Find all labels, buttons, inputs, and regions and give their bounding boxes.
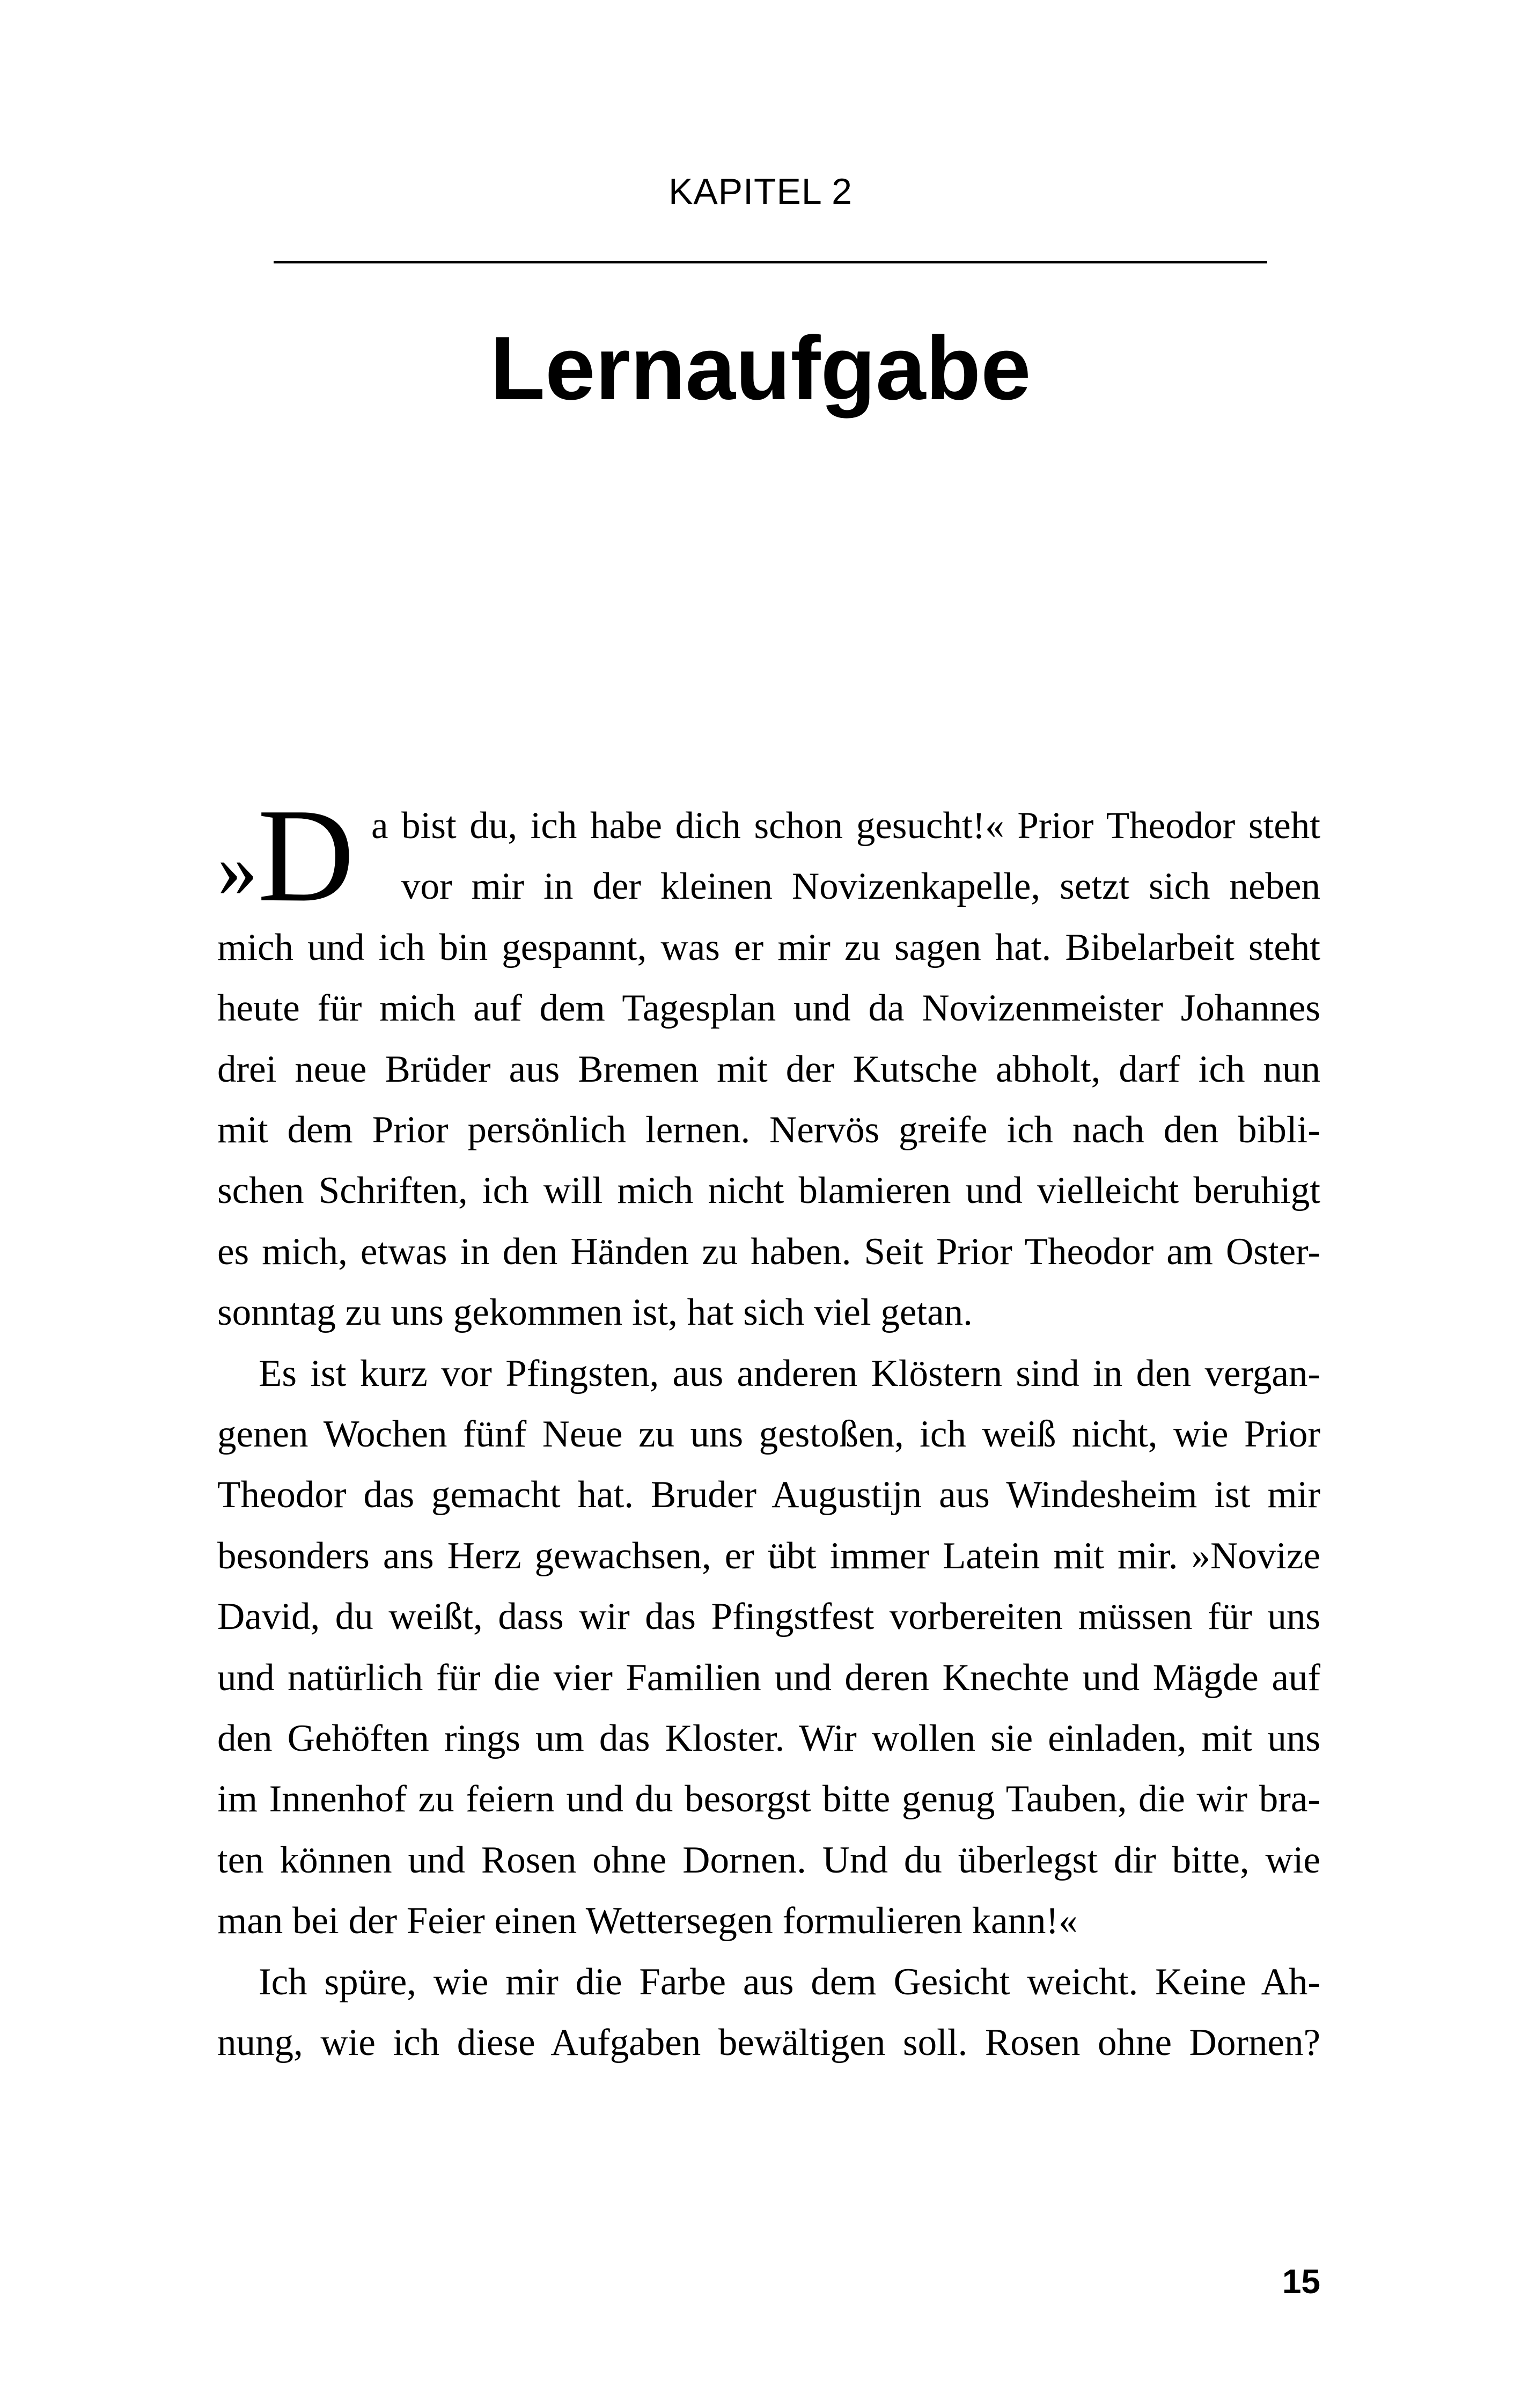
text-line: man bei der Feier einen Wettersegen formulieren kann!« bbox=[217, 1900, 1078, 1942]
text-line: heute für mich auf dem Tagesplan und da Novizenmeister Johannes bbox=[217, 987, 1320, 1030]
text-line: es mich, etwas in den Händen zu haben. Seit Prior Theodor am Oster- bbox=[217, 1230, 1320, 1273]
text-line: mit dem Prior persönlich lernen. Nervös greife ich nach den bibli- bbox=[217, 1109, 1320, 1151]
chapter-title: Lernaufgabe bbox=[490, 318, 1031, 419]
drop-cap bbox=[217, 781, 355, 936]
text-line: a bist du, ich habe dich schon gesucht!« Prior Theodor steht bbox=[371, 805, 1320, 847]
text-line: Theodor das gemacht hat. Bruder Augustijn aus Windesheim ist mir bbox=[217, 1474, 1320, 1516]
text-line: vor mir in der kleinen Novizenkapelle, setzt sich neben bbox=[401, 865, 1320, 908]
header-rule bbox=[274, 261, 1267, 263]
text-line: ten können und Rosen ohne Dornen. Und du überlegst dir bitte, wie bbox=[217, 1839, 1320, 1881]
text-line: den Gehöften rings um das Kloster. Wir wollen sie einladen, mit uns bbox=[217, 1717, 1320, 1759]
chapter-label: KAPITEL 2 bbox=[668, 171, 853, 212]
text-line: Es ist kurz vor Pfingsten, aus anderen Klöstern sind in den vergan- bbox=[259, 1352, 1320, 1394]
text-line: besonders ans Herz gewachsen, er übt immer Latein mit mir. »Novize bbox=[217, 1535, 1320, 1577]
text-line: mich und ich bin gespannt, was er mir zu sagen hat. Bibelarbeit steht bbox=[217, 926, 1320, 968]
text-line: nung, wie ich diese Aufgaben bewältigen soll. Rosen ohne Dornen? bbox=[217, 2022, 1320, 2064]
drop-cap-letter: D bbox=[258, 781, 355, 930]
text-line: und natürlich für die vier Familien und deren Knechte und Mägde auf bbox=[217, 1656, 1320, 1699]
text-line: schen Schriften, ich will mich nicht blamieren und vielleicht beruhigt bbox=[217, 1170, 1320, 1212]
text-line: David, du weißt, dass wir das Pfingstfest vorbereiten müssen für uns bbox=[217, 1596, 1320, 1638]
text-line: drei neue Brüder aus Bremen mit der Kutsche abholt, darf ich nun bbox=[217, 1048, 1320, 1090]
text-line: Ich spüre, wie mir die Farbe aus dem Gesicht weicht. Keine Ah- bbox=[259, 1961, 1320, 2003]
text-line: sonntag zu uns gekommen ist, hat sich viel getan. bbox=[217, 1291, 973, 1334]
page-number: 15 bbox=[1282, 2262, 1320, 2301]
text-line: genen Wochen fünf Neue zu uns gestoßen, ich weiß nicht, wie Prior bbox=[217, 1413, 1320, 1455]
text-line: im Innenhof zu feiern und du besorgst bitte genug Tauben, die wir bra- bbox=[217, 1778, 1320, 1820]
drop-cap-quote: » bbox=[217, 825, 258, 914]
